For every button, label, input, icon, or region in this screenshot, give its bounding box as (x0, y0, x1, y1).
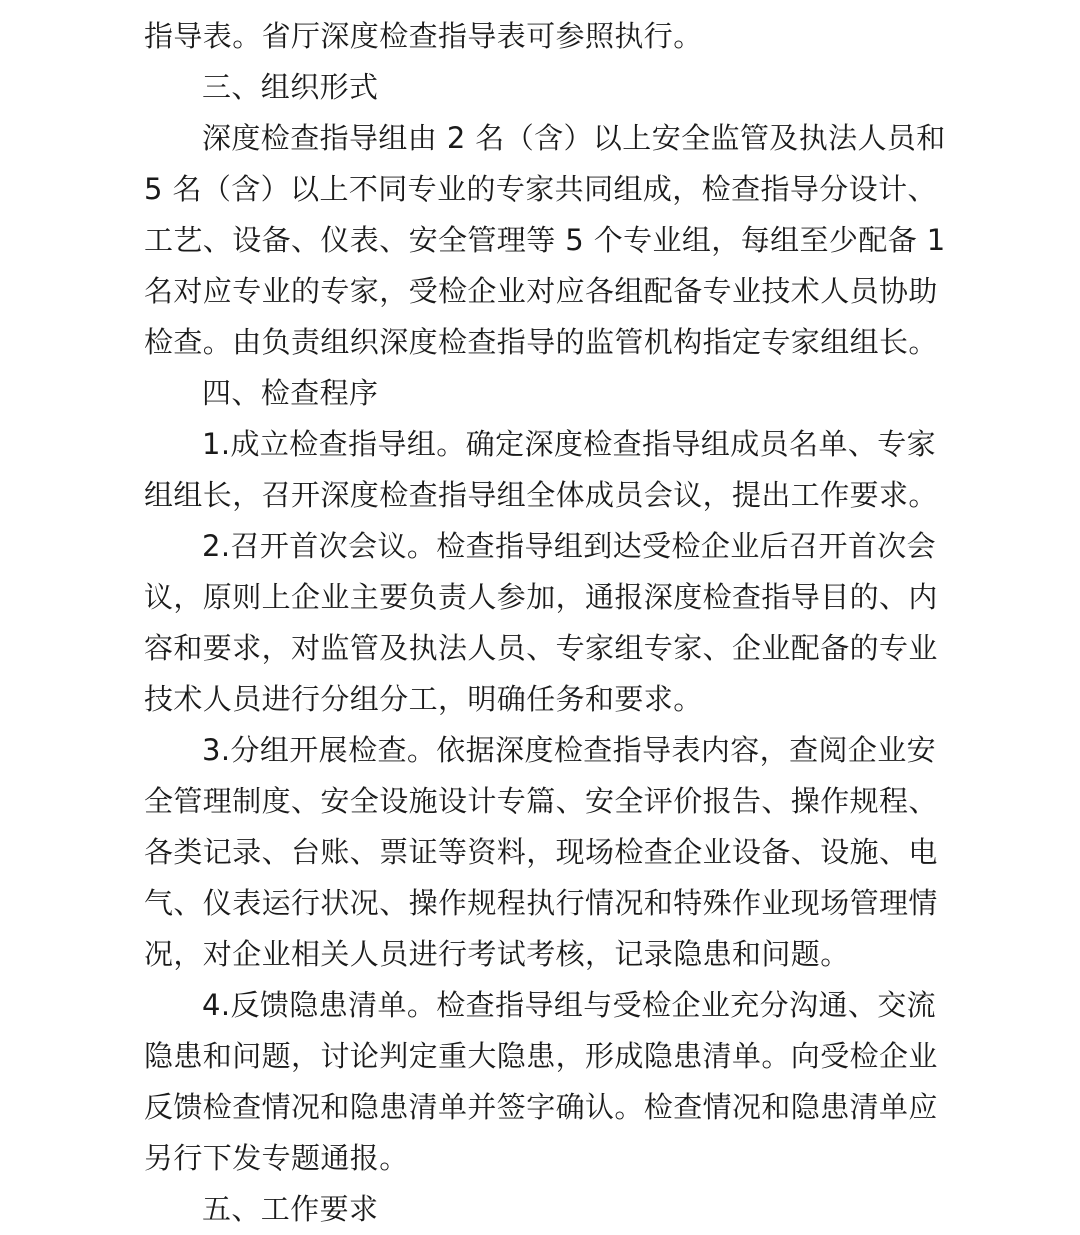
text-line-10: 组组长，召开深度检查指导组全体成员会议，提出工作要求。 (144, 478, 938, 512)
text-line-6: 名对应专业的专家，受检企业对应各组配备专业技术人员协助 (144, 274, 938, 308)
section-heading-requirements: 五、工作要求 (202, 1192, 379, 1226)
text-line-23: 另行下发专题通报。 (144, 1141, 409, 1175)
text-line-22: 反馈检查情况和隐患清单并签字确认。检查情况和隐患清单应 (144, 1090, 938, 1124)
text-line-7: 检查。由负责组织深度检查指导的监管机构指定专家组组长。 (144, 325, 938, 359)
text-line-1: 指导表。省厅深度检查指导表可参照执行。 (144, 19, 703, 53)
text-line-11: 2.召开首次会议。检查指导组到达受检企业后召开首次会 (202, 529, 937, 563)
text-line-21: 隐患和问题，讨论判定重大隐患，形成隐患清单。向受检企业 (144, 1039, 938, 1073)
text-line-3: 深度检查指导组由 2 名（含）以上安全监管及执法人员和 (202, 121, 946, 155)
document-body (144, 11, 946, 1235)
text-line-15: 3.分组开展检查。依据深度检查指导表内容，查阅企业安 (202, 733, 937, 767)
text-line-14: 技术人员进行分组分工，明确任务和要求。 (144, 682, 703, 716)
text-line-12: 议，原则上企业主要负责人参加，通报深度检查指导目的、内 (144, 580, 938, 614)
text-line-9: 1.成立检查指导组。确定深度检查指导组成员名单、专家 (202, 427, 937, 461)
text-line-5: 工艺、设备、仪表、安全管理等 5 个专业组，每组至少配备 1 (144, 223, 946, 257)
text-line-20: 4.反馈隐患清单。检查指导组与受检企业充分沟通、交流 (202, 988, 937, 1022)
text-line-19: 况，对企业相关人员进行考试考核，记录隐患和问题。 (144, 937, 850, 971)
section-heading-organization: 三、组织形式 (202, 70, 379, 104)
text-line-18: 气、仪表运行状况、操作规程执行情况和特殊作业现场管理情 (144, 886, 938, 920)
text-line-4: 5 名（含）以上不同专业的专家共同组成，检查指导分设计、 (144, 172, 937, 206)
text-line-13: 容和要求，对监管及执法人员、专家组专家、企业配备的专业 (144, 631, 938, 665)
text-line-17: 各类记录、台账、票证等资料，现场检查企业设备、设施、电 (144, 835, 938, 869)
section-heading-procedure: 四、检查程序 (202, 376, 379, 410)
text-line-16: 全管理制度、安全设施设计专篇、安全评价报告、操作规程、 (144, 784, 938, 818)
